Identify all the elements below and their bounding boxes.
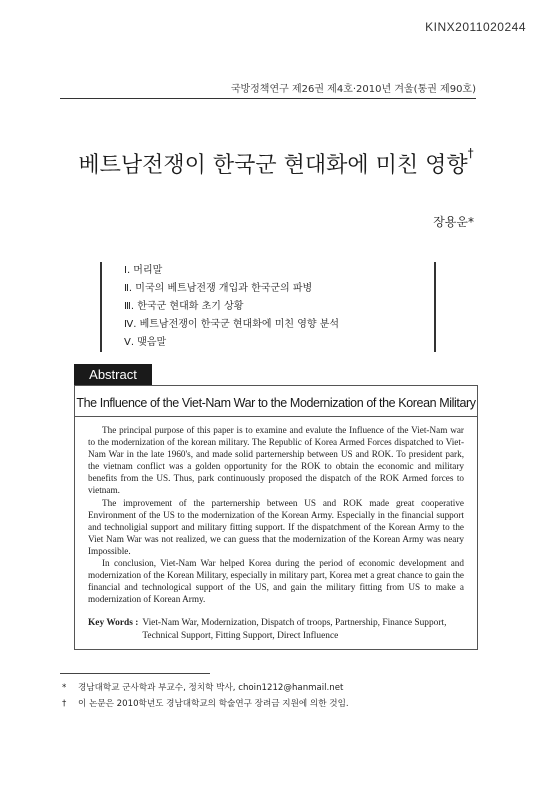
abstract-paragraph: The improvement of the parternership between US and ROK made great cooperative Environment of the US to the modernization of the Korean Army. Especially in the financial support and technoligial support and military fitting support. If the dispatchment of the Korean Army to the Viet Nam War was not realized, we can guess that the modernization of the Korean Army was neary Impossible. [88,497,464,556]
footnote [62,696,482,712]
footnote-text: 경남대학교 군사학과 부교수, 정치학 박사, choin1212@hanmail.net [78,683,344,693]
journal-header: 국방정책연구 제26권 제4호·2010년 겨울(통권 제90호) [60,80,476,99]
keywords-label: Key Words : [88,618,139,628]
footnote-text: 이 논문은 2010학년도 경남대학교의 학술연구 장려금 지원에 의한 것임. [78,699,349,709]
toc-item: Ⅱ. 미국의 베트남전쟁 개입과 한국군의 파병 [124,283,313,294]
abstract-paragraph: The principal purpose of this paper is to examine and evalute the Influence of the Viet-Nam war to the modernization of the korean military. The Republic of Korea Armed Forces dispatched to Viet-Nam War in the late 1960's, and made solid parternership between US and ROK. To president park, the vietnam conflict was a golden opportunity for the ROK to obtain the economic and military benefits from the US. Thus, park continuously proposed the dispatch of the ROK Armed forces to vietnam. [88,425,464,496]
paper-title [0,148,552,179]
footnote-divider [60,673,210,674]
abstract-paragraph: In conclusion, Viet-Nam War helped Korea during the period of economic development and modernization of the Korean Military, especially in military part, Korea met a great chance to gain the financial and technological support of the US, and gain the military fitting from US to make a modernization of Korean Army. [88,558,464,605]
footnotes [62,680,482,712]
footnote [62,680,482,696]
toc-item: Ⅳ. 베트남전쟁이 한국군 현대화에 미친 영향 분석 [124,319,340,330]
paper-title-text: 베트남전쟁이 한국군 현대화에 미친 영향 [78,153,468,178]
abstract-title: The Influence of the Viet-Nam War to the Modernization of the Korean Military [76,396,476,410]
abstract-body [88,424,464,605]
abstract-divider [74,416,478,417]
footnote-mark: † [62,699,67,709]
toc-item: Ⅰ. 머리말 [124,265,163,276]
toc-item: Ⅴ. 맺음말 [124,337,167,348]
document-id: KINX2011020244 [425,20,526,34]
title-footnote-mark: † [467,146,474,160]
keywords-text: Viet-Nam War, Modernization, Dispatch of troops, Partnership, Finance Support, Technical Support, Fitting Support, Direct Influence [142,618,447,641]
footnote-mark: * [62,683,67,693]
toc-item: Ⅲ. 한국군 현대화 초기 상황 [124,301,244,312]
author-name: 장용운* [433,215,474,229]
keywords [88,617,464,642]
abstract-label: Abstract [74,364,152,385]
table-of-contents [100,262,436,352]
